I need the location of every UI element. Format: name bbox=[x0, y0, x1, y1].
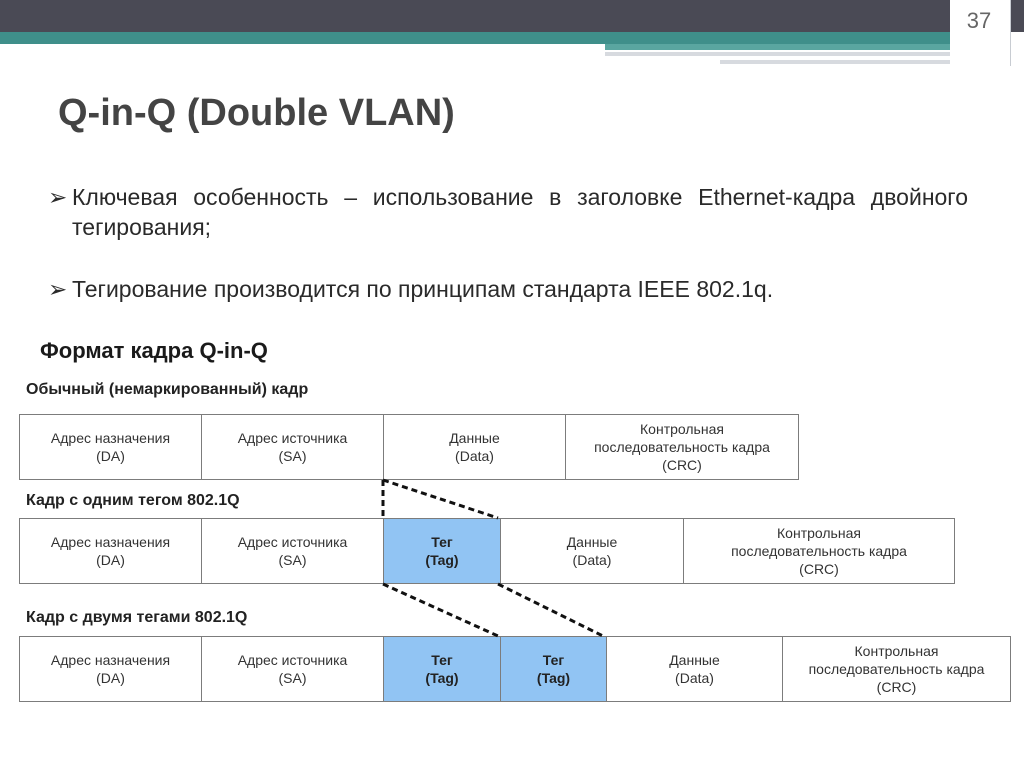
field-abbr: (Data) bbox=[455, 448, 494, 464]
arrow-bullet-icon: ➢ bbox=[48, 276, 68, 302]
field-name: Тег bbox=[542, 652, 565, 668]
field-abbr: (Data) bbox=[572, 552, 612, 568]
field-name: Адрес источника bbox=[237, 430, 348, 446]
field-abbr: (SA) bbox=[278, 670, 307, 686]
field-name: последовательность кадра bbox=[808, 661, 985, 677]
slide-title: Q-in-Q (Double VLAN) bbox=[58, 92, 455, 134]
field-name: последовательность кадра bbox=[594, 439, 770, 455]
format-heading: Формат кадра Q-in-Q bbox=[40, 338, 268, 363]
field-abbr: (SA) bbox=[278, 448, 307, 464]
field-name: Тег bbox=[431, 534, 453, 550]
field-abbr: (CRC) bbox=[662, 457, 702, 473]
frame-label-untagged: Обычный (немаркированный) кадр bbox=[26, 381, 309, 398]
arrow-bullet-icon: ➢ bbox=[48, 184, 68, 210]
frame-label-single-tag: Кадр с одним тегом 802.1Q bbox=[26, 492, 240, 509]
field-name: последовательность кадра bbox=[731, 543, 907, 559]
field-abbr: (CRC) bbox=[799, 561, 839, 577]
field-name: Данные bbox=[566, 534, 618, 550]
field-abbr: (DA) bbox=[96, 448, 125, 464]
field-abbr: (Data) bbox=[675, 670, 714, 686]
field-abbr: (Tag) bbox=[425, 670, 459, 686]
connector-line bbox=[383, 480, 498, 518]
frame-label-double-tag: Кадр с двумя тегами 802.1Q bbox=[26, 609, 248, 626]
field-name: Адрес назначения bbox=[50, 534, 171, 550]
field-name: Адрес источника bbox=[237, 534, 348, 550]
field-name: Данные bbox=[669, 652, 720, 668]
field-abbr: (Tag) bbox=[536, 670, 571, 686]
field-name: Адрес назначения bbox=[50, 652, 171, 668]
field-name: Данные bbox=[449, 430, 500, 446]
connector-line bbox=[383, 584, 498, 636]
field-abbr: (CRC) bbox=[876, 679, 917, 695]
bullet-text: Ключевая особенность – использование в заголовке Ethernet-кадра двойного тегирования; bbox=[72, 184, 968, 240]
field-name: Адрес назначения bbox=[50, 430, 171, 446]
field-abbr: (DA) bbox=[96, 670, 125, 686]
field-name: Адрес источника bbox=[237, 652, 348, 668]
field-abbr: (Tag) bbox=[425, 552, 459, 568]
field-name: Контрольная bbox=[640, 421, 724, 437]
field-name: Контрольная bbox=[854, 643, 939, 659]
field-abbr: (SA) bbox=[278, 552, 307, 568]
field-abbr: (DA) bbox=[96, 552, 125, 568]
connector-line bbox=[498, 584, 603, 636]
page-number: 37 bbox=[966, 8, 992, 33]
field-name: Тег bbox=[431, 652, 453, 668]
field-name: Контрольная bbox=[777, 525, 861, 541]
bullet-text: Тегирование производится по принципам стандарта IEEE 802.1q. bbox=[72, 276, 774, 302]
